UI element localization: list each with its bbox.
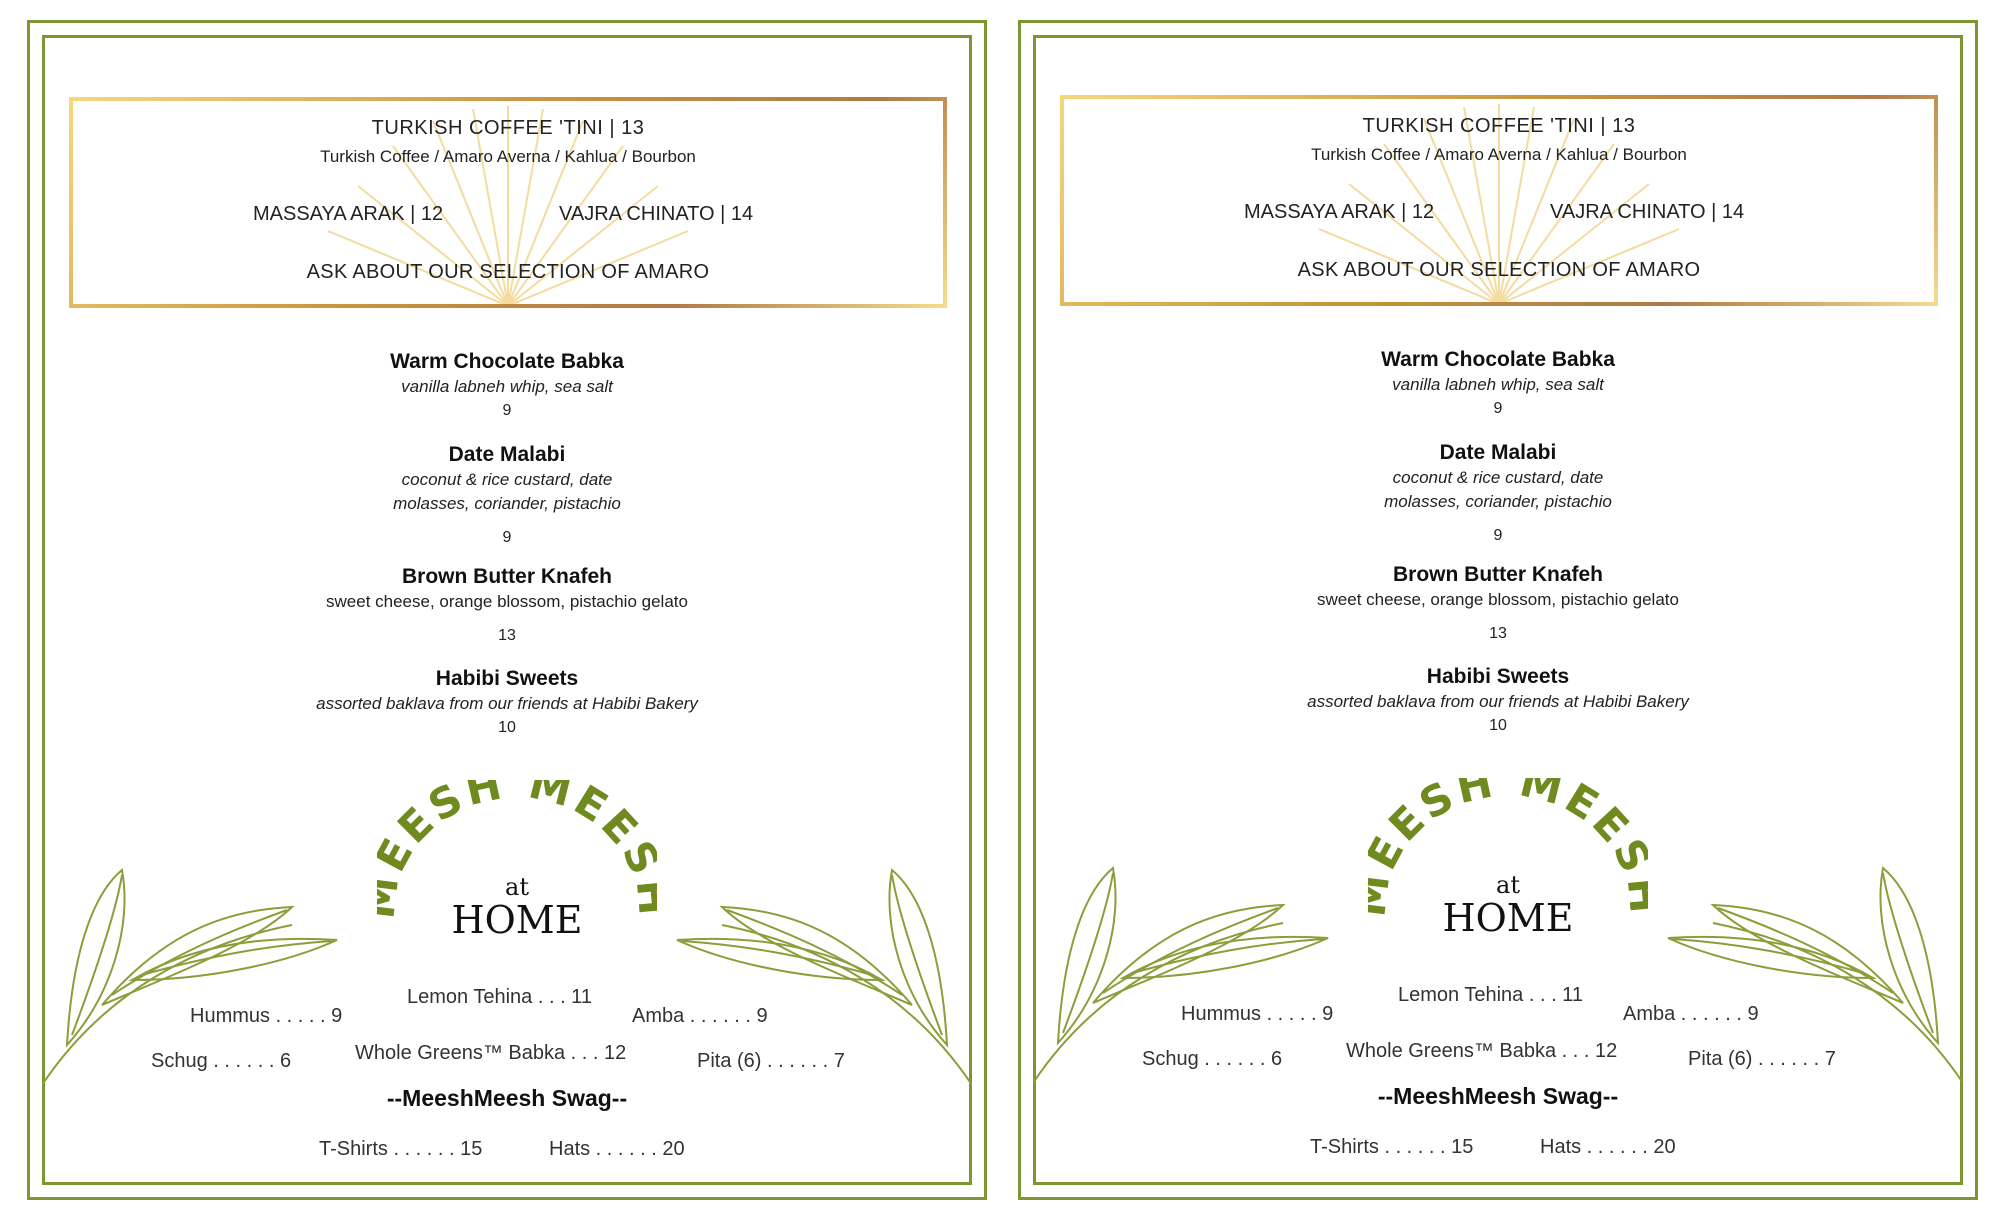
- dessert-item: [1018, 348, 1978, 418]
- dessert-name: Habibi Sweets: [435, 667, 579, 690]
- swag-heading: --MeeshMeesh Swag--: [386, 1085, 628, 1111]
- drinks-box: [1060, 95, 1938, 306]
- featured-cocktail-ingredients: Turkish Coffee / Amaro Averna / Kahlua / Bourbon: [1311, 145, 1687, 164]
- dessert-description: vanilla labneh whip, sea salt: [401, 377, 613, 396]
- drink-left: MASSAYA ARAK | 12: [253, 203, 444, 225]
- amaro-note: ASK ABOUT OUR SELECTION OF AMARO: [306, 261, 710, 283]
- logo-home: HOME: [1442, 896, 1574, 940]
- featured-cocktail: TURKISH COFFEE 'TINI | 13: [1362, 115, 1636, 137]
- swag-item-tshirts: T-Shirts . . . . . . 15: [1310, 1136, 1474, 1158]
- logo-arc-text: ESH MEE: [388, 780, 650, 857]
- featured-cocktail: TURKISH COFFEE 'TINI | 13: [371, 117, 645, 139]
- dessert-description: coconut & rice custard, date: [1392, 468, 1604, 487]
- drink-right: VAJRA CHINATO | 14: [1550, 201, 1745, 223]
- logo-home: HOME: [451, 898, 583, 942]
- swag-item-hats: Hats . . . . . . 20: [549, 1138, 685, 1160]
- drinks-box: [69, 97, 947, 308]
- dessert-name: Habibi Sweets: [1426, 665, 1570, 688]
- home-item-amba: Amba . . . . . . 9: [632, 1005, 768, 1027]
- home-item-schug: Schug . . . . . . 6: [1142, 1048, 1283, 1070]
- menu-page-left: [27, 20, 987, 1200]
- amaro-note: ASK ABOUT OUR SELECTION OF AMARO: [1297, 259, 1701, 281]
- swag-heading: --MeeshMeesh Swag--: [1377, 1083, 1619, 1109]
- menu-page-right: [1018, 20, 1978, 1200]
- drink-right: VAJRA CHINATO | 14: [559, 203, 754, 225]
- dessert-name: Brown Butter Knafeh: [402, 565, 612, 588]
- dessert-item: [1018, 563, 1978, 643]
- home-item-hummus: Hummus . . . . . 9: [190, 1005, 343, 1027]
- home-item-lemon-tehina: Lemon Tehina . . . 11: [1398, 984, 1583, 1006]
- meesh-meesh-at-home-logo: [1368, 778, 1648, 948]
- dessert-price: 13: [1489, 625, 1507, 642]
- logo-at: at: [505, 873, 529, 901]
- dessert-item: [1018, 665, 1978, 735]
- dessert-description: coconut & rice custard, date: [401, 470, 613, 489]
- featured-cocktail-ingredients: Turkish Coffee / Amaro Averna / Kahlua / Bourbon: [320, 147, 696, 166]
- meesh-meesh-at-home-logo: [377, 780, 657, 950]
- home-item-pita: Pita (6) . . . . . . 7: [1688, 1048, 1836, 1070]
- dessert-description: assorted baklava from our friends at Habibi Bakery: [316, 694, 698, 713]
- dessert-description: assorted baklava from our friends at Habibi Bakery: [1307, 692, 1689, 711]
- dessert-price: 9: [1493, 527, 1503, 544]
- logo-arc-text: ESH MEE: [1379, 778, 1641, 855]
- dessert-name: Date Malabi: [448, 443, 566, 466]
- dessert-description: molasses, coriander, pistachio: [1384, 492, 1612, 511]
- drink-left: MASSAYA ARAK | 12: [1244, 201, 1435, 223]
- dessert-name: Brown Butter Knafeh: [1393, 563, 1603, 586]
- dessert-item: [27, 443, 987, 547]
- dessert-name: Date Malabi: [1439, 441, 1557, 464]
- dessert-price: 10: [1489, 717, 1507, 734]
- dessert-price: 9: [1493, 400, 1503, 417]
- logo-at: at: [1496, 871, 1520, 899]
- home-item-babka: Whole Greens™ Babka . . . 12: [355, 1042, 627, 1064]
- dessert-price: 9: [502, 402, 512, 419]
- home-item-amba: Amba . . . . . . 9: [1623, 1003, 1759, 1025]
- dessert-price: 10: [498, 719, 516, 736]
- dessert-description: sweet cheese, orange blossom, pistachio gelato: [1317, 590, 1679, 609]
- home-item-hummus: Hummus . . . . . 9: [1181, 1003, 1334, 1025]
- home-item-babka: Whole Greens™ Babka . . . 12: [1346, 1040, 1618, 1062]
- dessert-item: [1018, 441, 1978, 545]
- dessert-item: [27, 350, 987, 420]
- dessert-name: Warm Chocolate Babka: [1381, 348, 1615, 371]
- dessert-item: [27, 667, 987, 737]
- dessert-description: vanilla labneh whip, sea salt: [1392, 375, 1604, 394]
- dessert-description: sweet cheese, orange blossom, pistachio gelato: [326, 592, 688, 611]
- dessert-price: 13: [498, 627, 516, 644]
- swag-item-tshirts: T-Shirts . . . . . . 15: [319, 1138, 483, 1160]
- dessert-item: [27, 565, 987, 645]
- dessert-description: molasses, coriander, pistachio: [393, 494, 621, 513]
- swag-item-hats: Hats . . . . . . 20: [1540, 1136, 1676, 1158]
- home-item-schug: Schug . . . . . . 6: [151, 1050, 292, 1072]
- dessert-price: 9: [502, 529, 512, 546]
- home-item-pita: Pita (6) . . . . . . 7: [697, 1050, 845, 1072]
- dessert-name: Warm Chocolate Babka: [390, 350, 624, 373]
- home-item-lemon-tehina: Lemon Tehina . . . 11: [407, 986, 592, 1008]
